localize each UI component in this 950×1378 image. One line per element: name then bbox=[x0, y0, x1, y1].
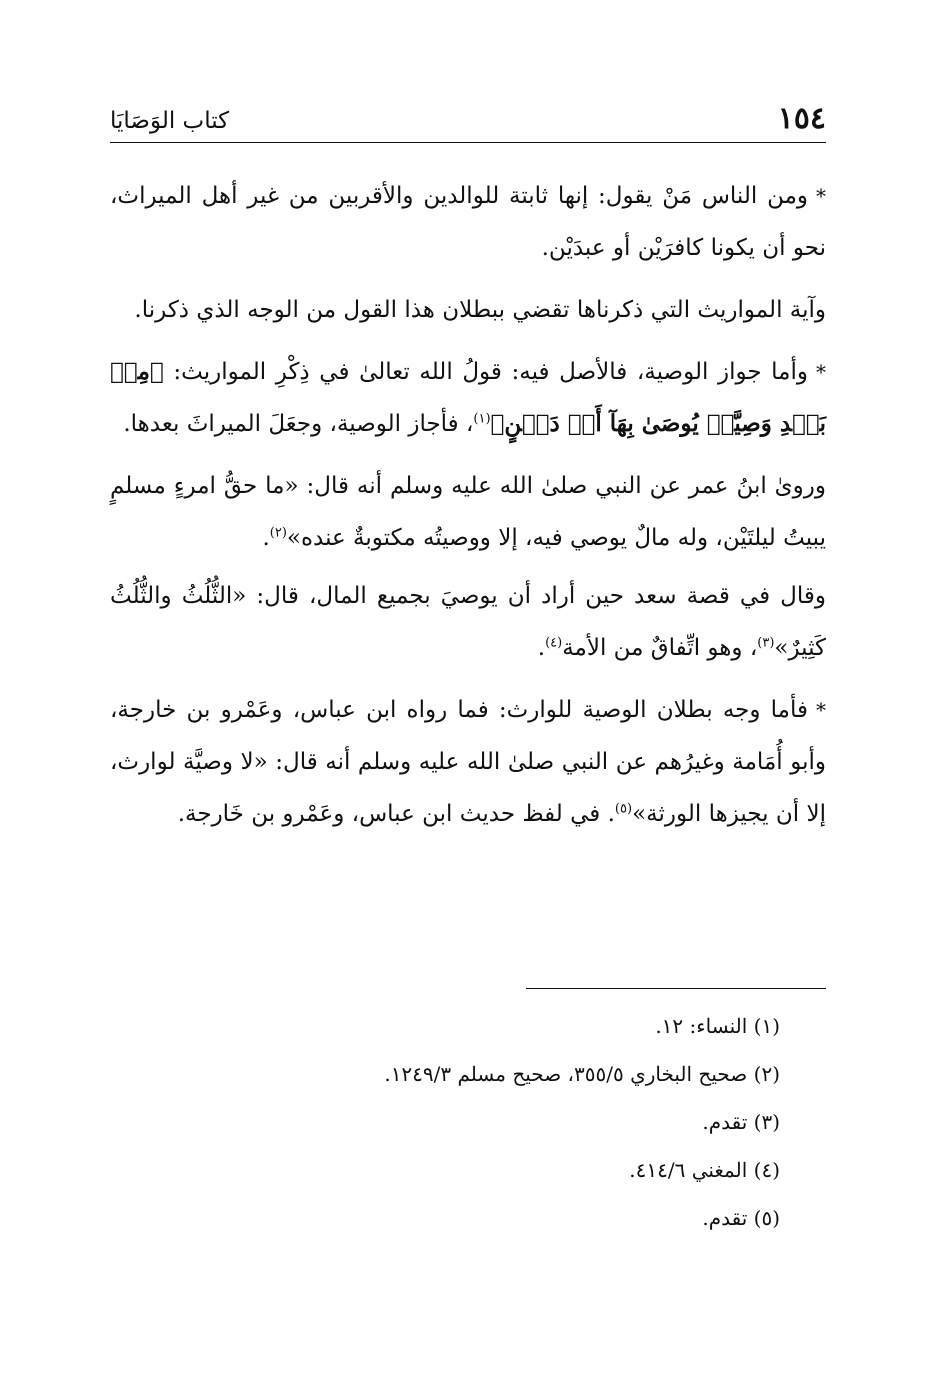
paragraph-text: ، فأجاز الوصية، وجعَلَ الميراثَ بعدها. bbox=[123, 411, 474, 437]
footnote-ref: (٢) bbox=[269, 525, 287, 541]
paragraph-text: وآية المواريث التي ذكرناها تقضي ببطلان هذا القول من الوجه الذي ذكرنا. bbox=[134, 297, 826, 323]
star-marker: * bbox=[816, 184, 826, 208]
footnotes bbox=[110, 1002, 780, 1242]
star-marker: * bbox=[816, 698, 826, 722]
paragraph-3 bbox=[110, 346, 826, 450]
footnote-5: (٥) تقدم. bbox=[702, 1206, 780, 1230]
paragraph-1 bbox=[110, 170, 826, 274]
paragraph-text: ورویٰ ابنُ عمر عن النبي صلىٰ الله عليه وسلم أنه قال: «ما حقُّ امرءٍ مسلمٍ يبيتُ ليلتَيْن، وله مالٌ يوصي فيه، إلا ووصيتُه مكتوبةٌ عنده» bbox=[110, 473, 826, 551]
footnote-ref: (١) bbox=[473, 411, 491, 427]
paragraph-5 bbox=[110, 570, 826, 674]
paragraph-text: . bbox=[537, 635, 546, 661]
paragraph-6 bbox=[110, 684, 826, 840]
star-marker: * bbox=[816, 360, 827, 384]
footnote-2: (٢) صحيح البخاري ٣٥٥/٥، صحيح مسلم ١٢٤٩/٣. bbox=[384, 1062, 780, 1086]
quran-verse: ﴿مِنۢ بَعۡدِ وَصِيَّةٖ يُوصَىٰ بِهَآ أَوۡ دَيۡنٍ﴾ bbox=[110, 358, 826, 437]
footnote-1: (١) النساء: ١٢. bbox=[655, 1014, 780, 1038]
paragraph-text: . في لفظ حديث ابن عباس، وعَمْرو بن خَارجة. bbox=[177, 801, 615, 827]
paragraph-text: . bbox=[262, 525, 270, 551]
running-title: كتاب الوَصَايَا bbox=[110, 108, 230, 134]
paragraph-2 bbox=[110, 284, 826, 336]
paragraph-4 bbox=[110, 460, 826, 564]
paragraph-text: وأما جواز الوصية، فالأصل فيه: قولُ الله تعالىٰ في ذِكْرِ المواريث: bbox=[173, 359, 809, 385]
footnote-divider bbox=[526, 988, 826, 989]
footnote-ref: (٣) bbox=[757, 635, 775, 651]
page-header bbox=[110, 96, 826, 143]
paragraph-text: ومن الناس مَنْ يقول: إنها ثابتة للوالدين والأقربين من غير أهل الميراث، نحو أن يكونا كافرَيْن أو عبدَيْن. bbox=[110, 183, 826, 261]
main-text bbox=[110, 170, 826, 846]
footnote-3: (٣) تقدم. bbox=[702, 1110, 780, 1134]
footnote-ref: (٥) bbox=[614, 801, 633, 817]
footnote-ref: (٤) bbox=[545, 635, 563, 651]
footnote-4: (٤) المغني ٤١٤/٦. bbox=[629, 1158, 780, 1182]
paragraph-text: ، وهو اتِّفاقٌ من الأمة bbox=[562, 635, 758, 661]
page-number: ١٥٤ bbox=[777, 101, 826, 136]
paragraph-text: فأما وجه بطلان الوصية للوارث: فما رواه ابن عباس، وعَمْرو بن خارجة، وأبو أُمَامة وغيرُهم عن النبي صلىٰ الله عليه وسلم أنه قال: «لا وصيَّة لوارث، إلا أن يجيزها الورثة» bbox=[110, 697, 826, 827]
paragraph-text: وقال في قصة سعد حين أراد أن يوصيَ بجميع المال، قال: «الثُّلُثُ والثُّلُثُ كَثِيرٌ» bbox=[110, 583, 826, 661]
